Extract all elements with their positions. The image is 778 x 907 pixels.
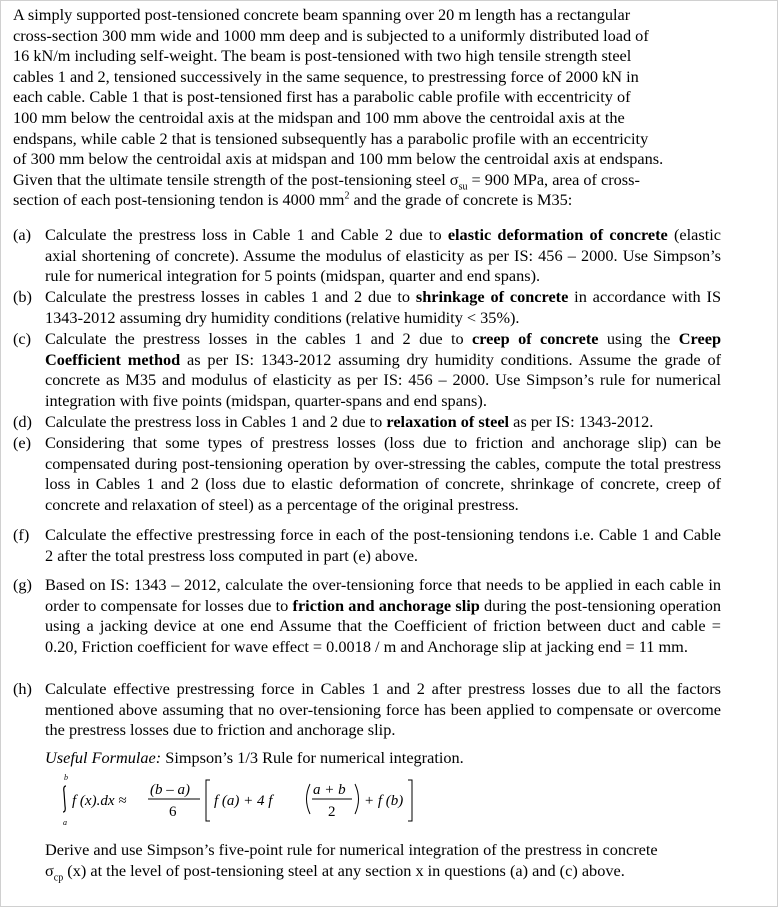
question-label: (g): [13, 575, 32, 594]
integrand: f (x).dx ≈: [72, 793, 127, 809]
superscript: 2: [344, 190, 350, 202]
integral-lower-limit: a: [63, 818, 67, 826]
question-text: [45, 412, 721, 433]
question-c: [13, 329, 721, 411]
question-label: (b): [13, 287, 32, 306]
text: as per IS: 1343-2012 assuming dry humidity conditions. Assume the grade of concrete as M35 and modulus of elasticity as per IS: 456 – 2000. Use Simpson’s rule for numerical integration with five points (midspan, quarter-spans and end spans).: [45, 349, 722, 410]
integral-sign: [63, 786, 66, 812]
intro-text: = 900 MPa, area of cross-: [467, 169, 640, 189]
text: (elastic axial shortening of concrete). Assume the modulus of elasticity as per IS: 456 – 2000. Use Simpson’s rule for numerical integration for 5 points (midspan, quarter and end spans).: [45, 225, 722, 286]
intro-text: section of each post-tensioning tendon is 4000 mm: [13, 190, 345, 210]
midpoint-denominator: 2: [328, 804, 336, 820]
question-label: (f): [13, 525, 30, 544]
bold-term: relaxation of steel: [386, 412, 510, 431]
question-text: [45, 329, 721, 411]
question-b: [13, 287, 721, 328]
derive-text: (x) at the level of post-tensioning steel at any section x in questions (a) and (c) above.: [63, 860, 625, 880]
text: Calculate the prestress losses in the cables 1 and 2 due to: [45, 329, 473, 348]
bold-term: creep of concrete: [472, 329, 599, 348]
bold-term: friction and anchorage slip: [292, 595, 480, 615]
question-text: Calculate effective prestressing force in Cables 1 and 2 after prestress losses due to all the factors mentioned above assuming that no over-tensioning force has been applied to compensate or overcome the prestress losses due to friction and anchorage slip.: [45, 679, 721, 740]
question-label: (h): [13, 679, 32, 698]
question-text: [45, 287, 721, 328]
bold-term: shrinkage of concrete: [415, 287, 569, 306]
intro-line: A simply supported post-tensioned concrete beam spanning over 20 m length has a rectangular: [13, 5, 631, 24]
fraction-denominator: 6: [169, 804, 177, 820]
formulae-desc: Simpson’s 1/3 Rule for numerical integration.: [161, 748, 464, 767]
question-text: [45, 575, 721, 657]
question-f: [13, 525, 721, 566]
bold-term: elastic deformation of concrete: [447, 225, 668, 244]
intro-line: cross-section 300 mm wide and 1000 mm deep and is subjected to a uniformly distributed load of: [13, 25, 649, 45]
text: Calculate the prestress loss in Cable 1 and Cable 2 due to: [45, 225, 448, 244]
intro-line: [13, 190, 716, 211]
right-bracket: [408, 780, 412, 821]
question-label: (d): [13, 412, 32, 431]
text: Calculate the prestress losses in cables 1 and 2 due to: [45, 287, 416, 306]
left-paren: [307, 784, 311, 814]
question-e: [13, 433, 721, 515]
formulae-label: Useful Formulae:: [45, 748, 162, 767]
derive-line: [45, 861, 721, 882]
derive-instruction: [45, 840, 721, 881]
text: Based on IS: 1343 – 2012, calculate the over-tensioning force that needs to be applied in each cable in order to compensate for losses due to: [45, 575, 721, 615]
intro-line: cables 1 and 2, tensioned successively in the same sequence, to prestressing force of 2000 kN in: [13, 66, 639, 86]
f-a-term: f (a) + 4 f: [214, 793, 273, 809]
text: using the: [598, 329, 679, 348]
subscript: cp: [53, 871, 64, 883]
question-label: (e): [13, 433, 32, 452]
right-paren: [355, 784, 359, 814]
intro-line: each cable. Cable 1 that is post-tensioned first has a parabolic cable profile with eccentricity of: [13, 87, 631, 107]
intro-line: of 300 mm below the centroidal axis at midspan and 100 mm below the centroidal axis at endspans.: [13, 149, 664, 169]
bold-term: Creep Coefficient method: [45, 329, 721, 369]
left-bracket: [206, 780, 210, 821]
question-label: (c): [13, 329, 32, 348]
intro-text: and the grade of concrete is M35:: [349, 190, 573, 210]
question-a: [13, 225, 721, 287]
simpson-formula: [60, 770, 420, 826]
question-text: [45, 225, 721, 287]
question-g: [13, 575, 721, 657]
intro-line: 100 mm below the centroidal axis at the midspan and 100 mm above the centroidal axis at the: [13, 107, 625, 127]
integral-upper-limit: b: [64, 773, 68, 782]
problem-statement: [13, 5, 716, 211]
midpoint-numerator: a + b: [313, 782, 346, 798]
text: during the post-tensioning operation using a jacking device at one end Assume that the Coefficient of friction between duct and cable = 0.20, Friction coefficient for wave effect = 0.0018 / m and Anchorage slip at jacking end = 11 mm.: [45, 595, 721, 656]
question-h: [13, 679, 721, 741]
formulae-heading: [45, 748, 464, 769]
intro-line: [13, 170, 716, 191]
question-text: Calculate the effective prestressing force in each of the post-tensioning tendons i.e. Cable 1 and Cable 2 after the total prestress loss computed in part (e) above.: [45, 525, 721, 565]
question-d: [13, 412, 721, 433]
derive-line: Derive and use Simpson’s five-point rule for numerical integration of the prestress in concrete: [45, 840, 658, 859]
sigma-symbol: σ: [45, 860, 54, 880]
text: Calculate the prestress loss in Cables 1 and 2 due to: [45, 412, 387, 431]
intro-text: Given that the ultimate tensile strength of the post-tensioning steel σ: [13, 169, 459, 189]
intro-line: endspans, while cable 2 that is tensioned subsequently has a parabolic profile with an eccentricity: [13, 128, 649, 148]
question-text: Considering that some types of prestress losses (loss due to friction and anchorage slip) can be compensated during post-tensioning operation by over-stressing the cables, compute the total prestress loss in Cables 1 and 2 (loss due to elastic deformation of concrete, shrinkage of concrete, creep of concrete and relaxation of steel) as a percentage of the original prestress.: [45, 433, 721, 514]
f-b-term: + f (b): [364, 793, 404, 809]
text: as per IS: 1343-2012.: [509, 412, 654, 431]
text: in accordance with IS 1343-2012 assuming dry humidity conditions (relative humidity < 35%).: [45, 287, 722, 327]
intro-line: 16 kN/m including self-weight. The beam is post-tensioned with two high tensile strength steel: [13, 46, 632, 66]
fraction-numerator: (b – a): [150, 782, 190, 798]
question-label: (a): [13, 225, 32, 244]
subscript: su: [458, 181, 468, 192]
